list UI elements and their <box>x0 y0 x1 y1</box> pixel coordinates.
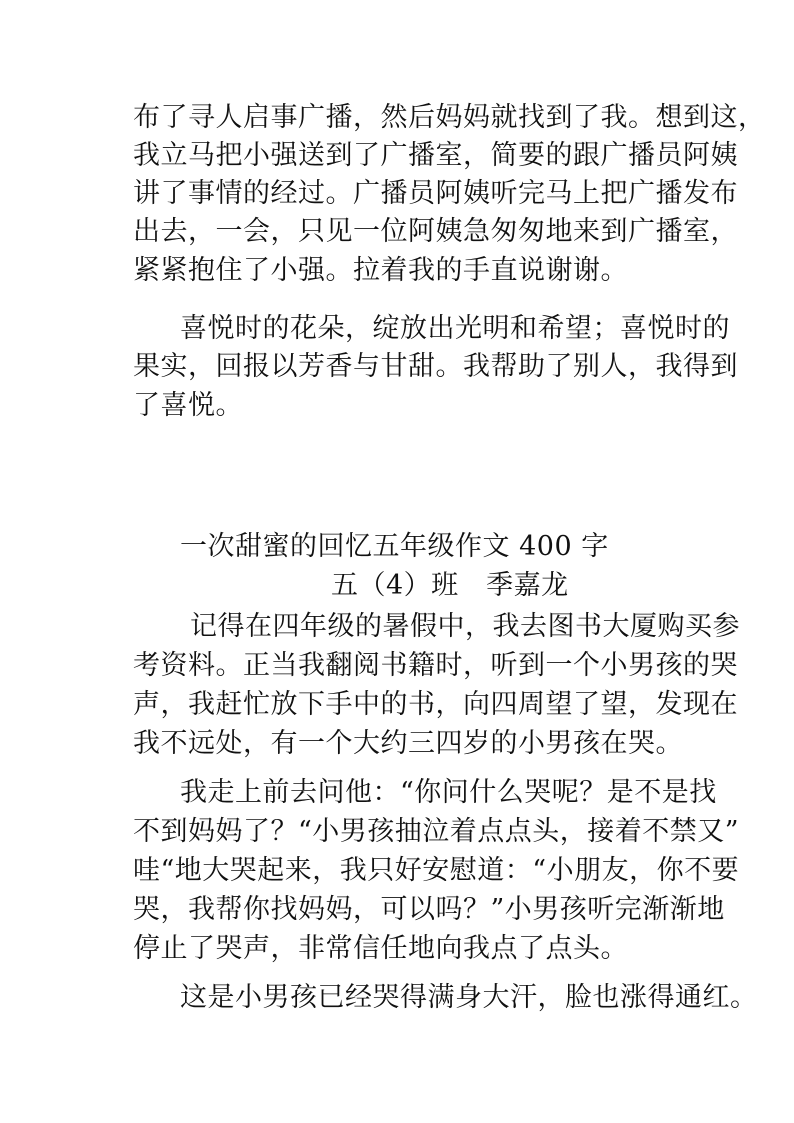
paragraph-line: 考资料。正当我翻阅书籍时，听到一个小男孩的哭 <box>133 650 738 681</box>
essay-title: 一次甜蜜的回忆五年级作文 400 字 <box>180 531 609 562</box>
paragraph-line: 出去，一会，只见一位阿姨急匆匆地来到广播室， <box>133 216 738 247</box>
paragraph-line: 不到妈妈了？“小男孩抽泣着点点头，接着不禁又” <box>133 816 740 847</box>
paragraph-line: 紧紧抱住了小强。拉着我的手直说谢谢。 <box>133 255 628 286</box>
paragraph-line: 果实，回报以芳香与甘甜。我帮助了别人，我得到 <box>133 351 738 382</box>
paragraph-line: 哇“地大哭起来，我只好安慰道：“小朋友，你不要 <box>133 855 740 886</box>
paragraph-line: 喜悦时的花朵，绽放出光明和希望；喜悦时的 <box>180 313 730 344</box>
paragraph-line: 哭，我帮你找妈妈，可以吗？”小男孩听完渐渐地 <box>133 894 725 925</box>
paragraph-line: 布了寻人启事广播，然后妈妈就找到了我。想到这， <box>133 102 766 133</box>
paragraph-line: 记得在四年级的暑假中，我去图书大厦购买参 <box>190 611 740 642</box>
paragraph-line: 讲了事情的经过。广播员阿姨听完马上把广播发布 <box>133 178 738 209</box>
paragraph-line: 停止了哭声，非常信任地向我点了点头。 <box>133 933 628 964</box>
essay-author: 五（4）班 季嘉龙 <box>331 570 569 601</box>
paragraph-line: 了喜悦。 <box>133 390 243 421</box>
paragraph-line: 我不远处，有一个大约三四岁的小男孩在哭。 <box>133 728 683 759</box>
paragraph-line: 声，我赶忙放下手中的书，向四周望了望，发现在 <box>133 689 738 720</box>
paragraph-line: 这是小男孩已经哭得满身大汗，脸也涨得通红。 <box>180 982 758 1013</box>
paragraph-line: 我走上前去问他：“你问什么哭呢？是不是找 <box>180 777 717 808</box>
paragraph-line: 我立马把小强送到了广播室，简要的跟广播员阿姨 <box>133 140 738 171</box>
